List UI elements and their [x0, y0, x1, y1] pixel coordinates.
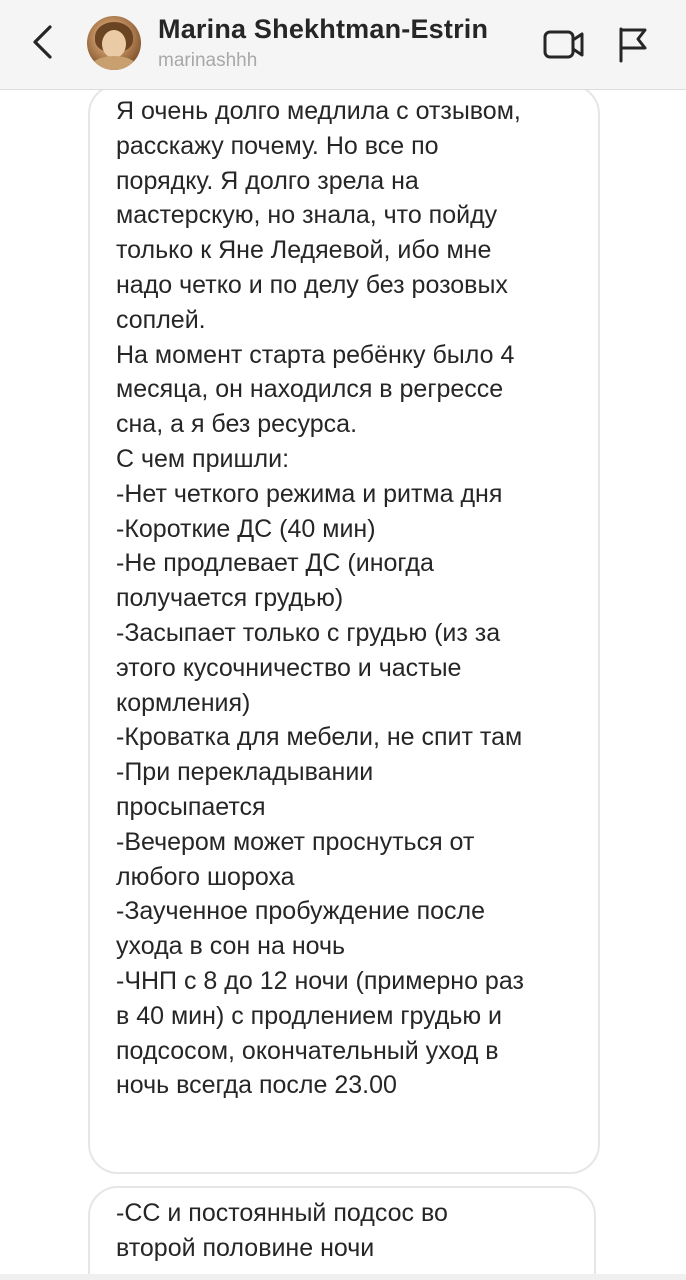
flag-icon	[615, 25, 649, 63]
message-bubble[interactable]	[88, 1186, 596, 1280]
message-bubble[interactable]	[88, 90, 600, 1174]
back-button[interactable]	[22, 20, 62, 64]
video-camera-icon	[542, 27, 586, 61]
chevron-left-icon	[30, 24, 54, 60]
avatar[interactable]	[87, 16, 141, 70]
user-handle[interactable]: marinashhh	[158, 50, 258, 71]
chat-header	[0, 0, 686, 90]
report-button[interactable]	[610, 22, 654, 66]
message-text: -СС и постоянный подсос во второй половине ночи	[116, 1199, 448, 1262]
video-call-button[interactable]	[540, 22, 588, 66]
bottom-divider	[0, 1274, 686, 1280]
message-text: Я очень долго медлила с отзывом, расскажу почему. Но все по порядку. Я долго зрела на мастерскую, но знала, что пойду только к Яне Ледяевой, ибо мне надо четко и по делу без розовых соплей. На момент старта ребёнку было 4 месяца, он находился в регрессе сна, а я без ресурса. С чем пришли: -Нет четкого режима и ритма дня -Короткие ДС (40 мин) -Не продлевает ДС (иногда получается грудью) -Засыпает только с грудью (из за этого кусочничество и частые кормления) -Кроватка для мебели, не спит там -При перекладывании просыпается -Вечером может проснуться от любого шороха -Заученное пробуждение после ухода в сон на ночь -ЧНП с 8 до 12 ночи (примерно раз в 40 мин) с продлением грудью и подсосом, окончательный уход в ночь всегда после 23.00	[116, 97, 524, 1100]
user-name[interactable]: Marina Shekhtman-Estrin	[158, 14, 489, 44]
message-thread[interactable]	[0, 90, 686, 1280]
